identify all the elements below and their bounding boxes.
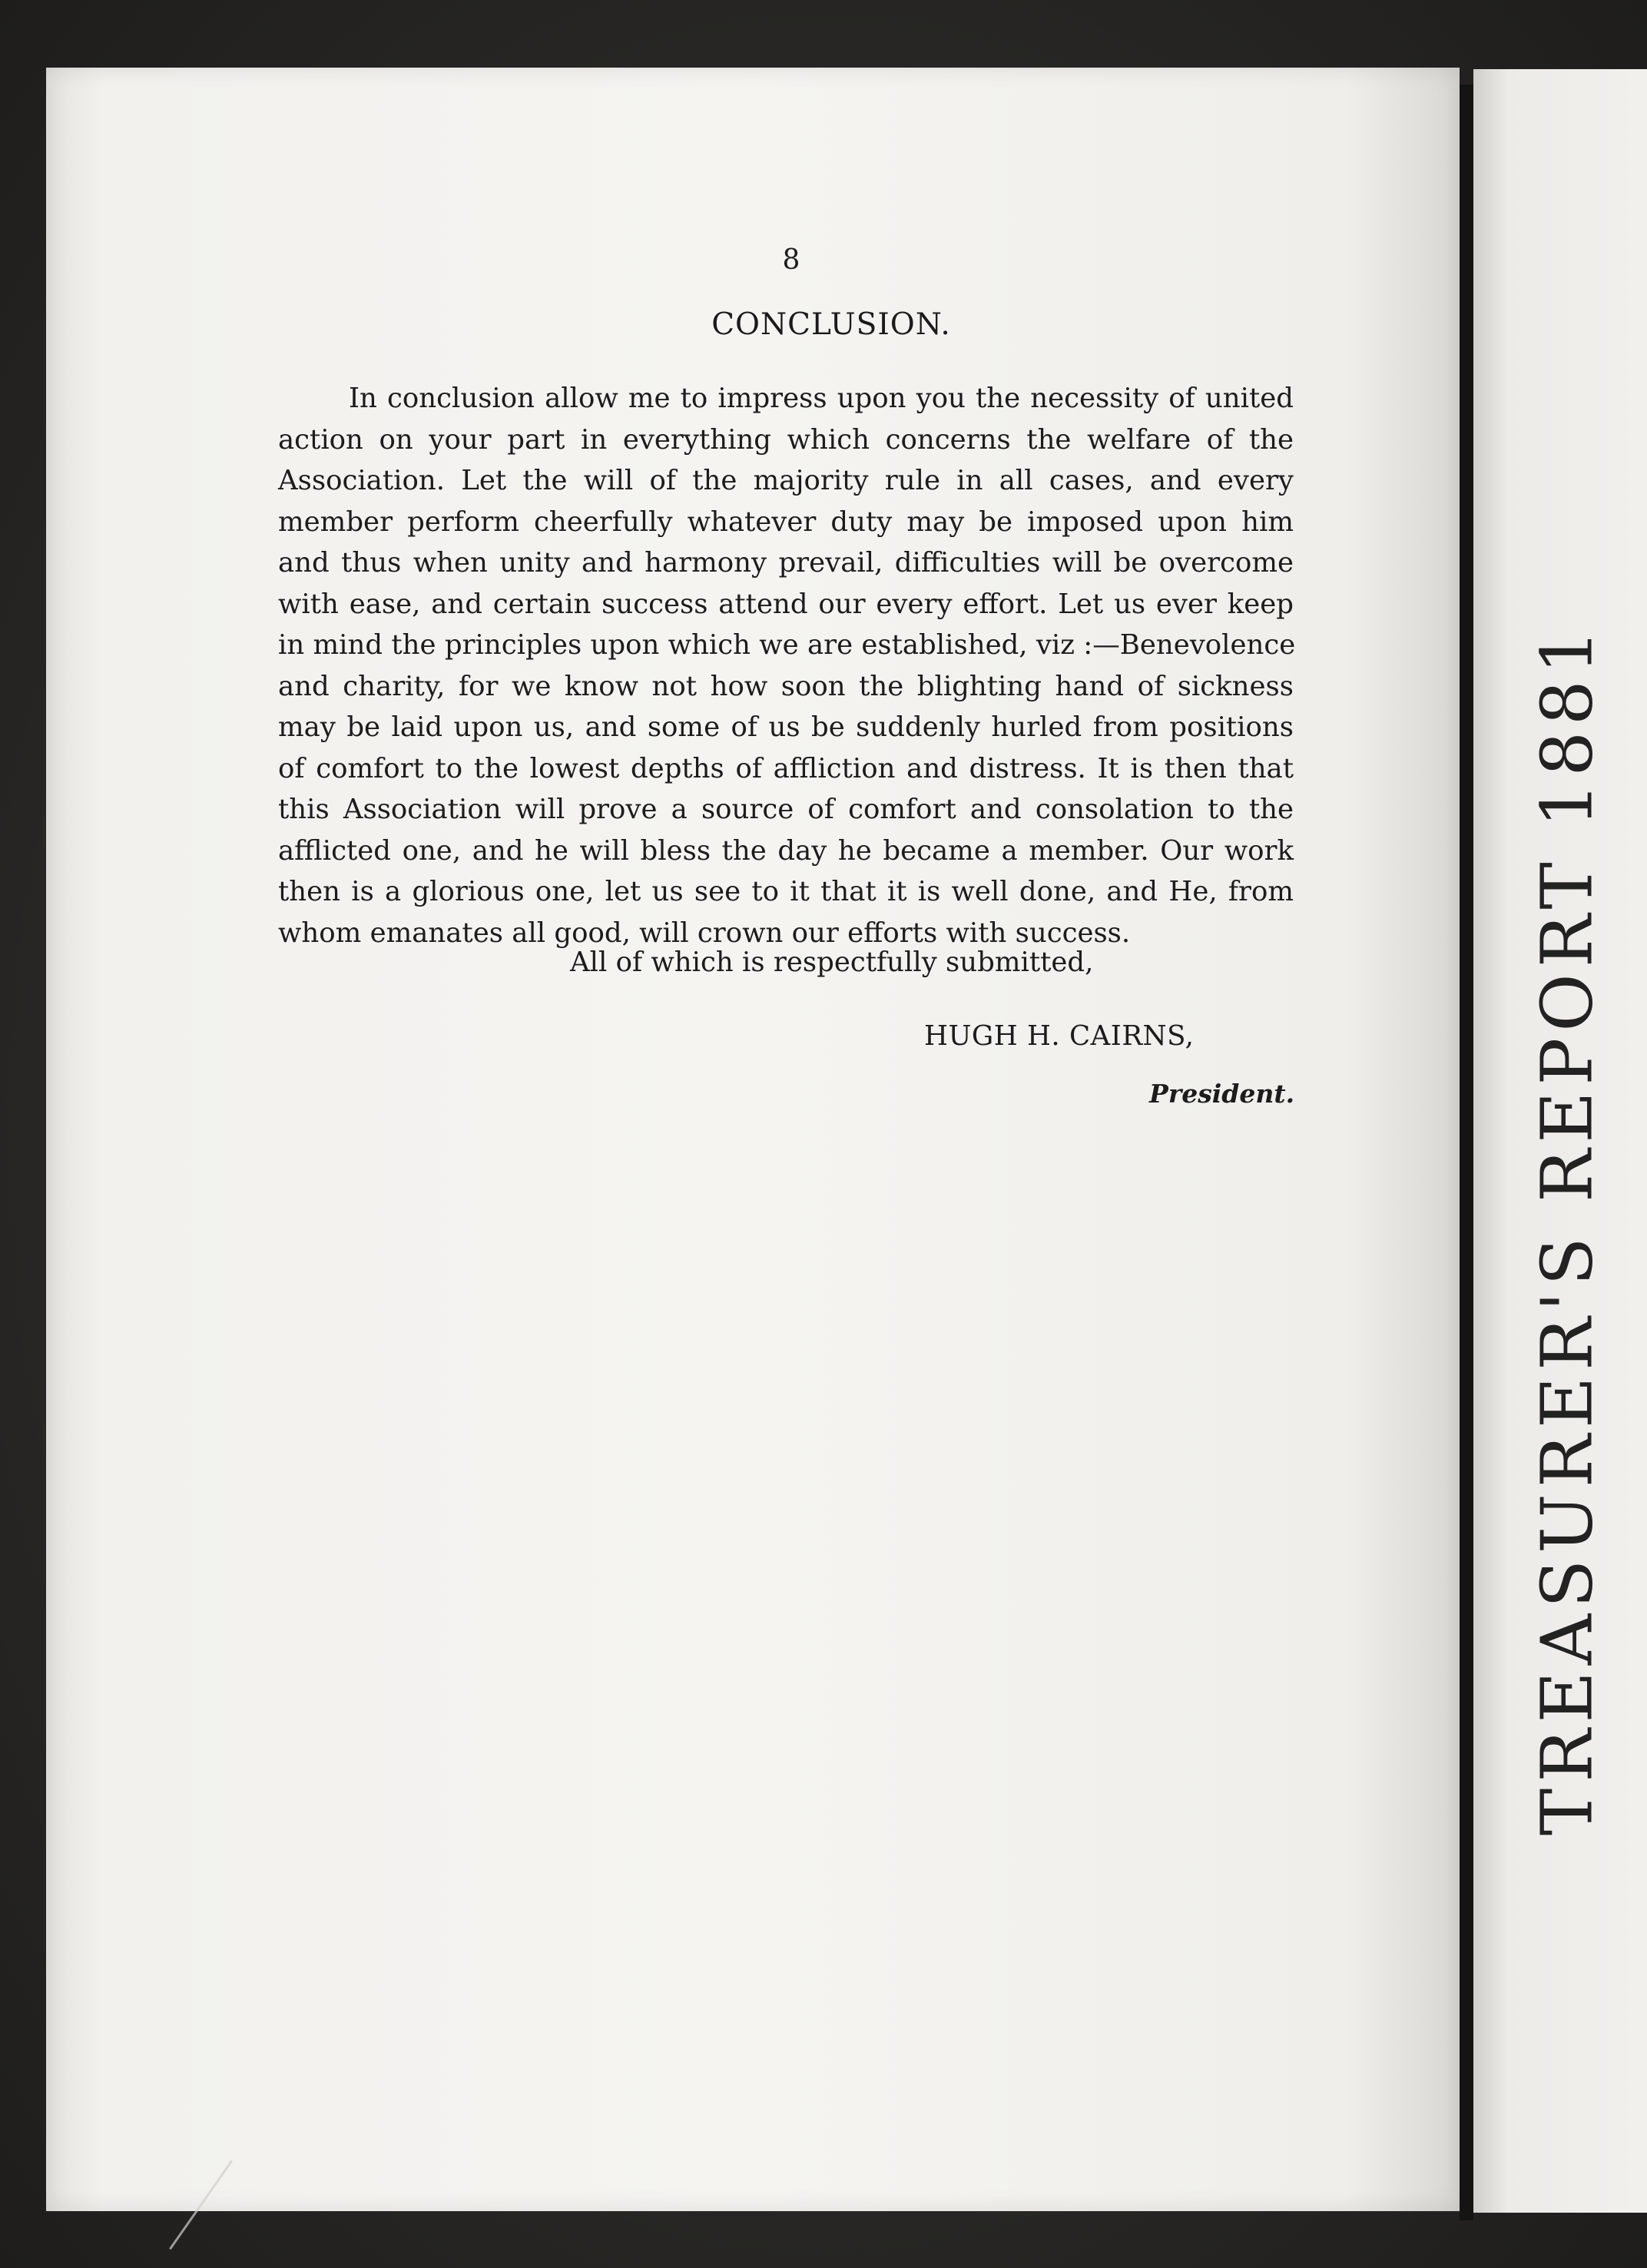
paragraph-line: and thus when unity and harmony prevail, difficulties will be overcome <box>278 547 1294 579</box>
paragraph-line: in mind the principles upon which we are established, viz :—Benevolence <box>278 629 1296 661</box>
section-heading: CONCLUSION. <box>711 307 951 342</box>
signer-title: President. <box>1149 1079 1295 1109</box>
signer-name: HUGH H. CAIRNS, <box>924 1020 1195 1052</box>
paragraph-line: afflicted one, and he will bless the day he became a member. Our work <box>278 834 1294 867</box>
paragraph-line: In conclusion allow me to impress upon you the necessity of united <box>349 383 1294 414</box>
paragraph-line: action on your part in everything which concerns the welfare of the <box>278 423 1294 456</box>
paragraph-line: of comfort to the lowest depths of affliction and distress. It is then that <box>278 752 1294 784</box>
paragraph-line: may be laid upon us, and some of us be suddenly hurled from positions <box>278 711 1294 743</box>
paragraph-line: with ease, and certain success attend our every effort. Let us ever keep <box>278 588 1294 620</box>
paragraph-line: and charity, for we know not how soon the blighting hand of sickness <box>278 670 1294 702</box>
page-number: 8 <box>782 244 800 276</box>
page-gutter <box>1460 85 1473 2220</box>
paragraph-line: whom emanates all good, will crown our efforts with success. <box>278 917 1131 949</box>
closing-statement: All of which is respectfully submitted, <box>570 947 1094 978</box>
paragraph-line: this Association will prove a source of comfort and consolation to the <box>278 794 1294 825</box>
paragraph-line: Association. Let the will of the majority rule in all cases, and every <box>278 465 1294 496</box>
facing-page-title: TREASURER'S REPORT 1881 <box>1526 622 1609 1836</box>
paragraph-line: then is a glorious one, let us see to it that it is well done, and He, from <box>278 876 1294 907</box>
paragraph-line: member perform cheerfully whatever duty may be imposed upon him <box>278 506 1294 538</box>
conclusion-paragraph <box>278 378 1294 953</box>
